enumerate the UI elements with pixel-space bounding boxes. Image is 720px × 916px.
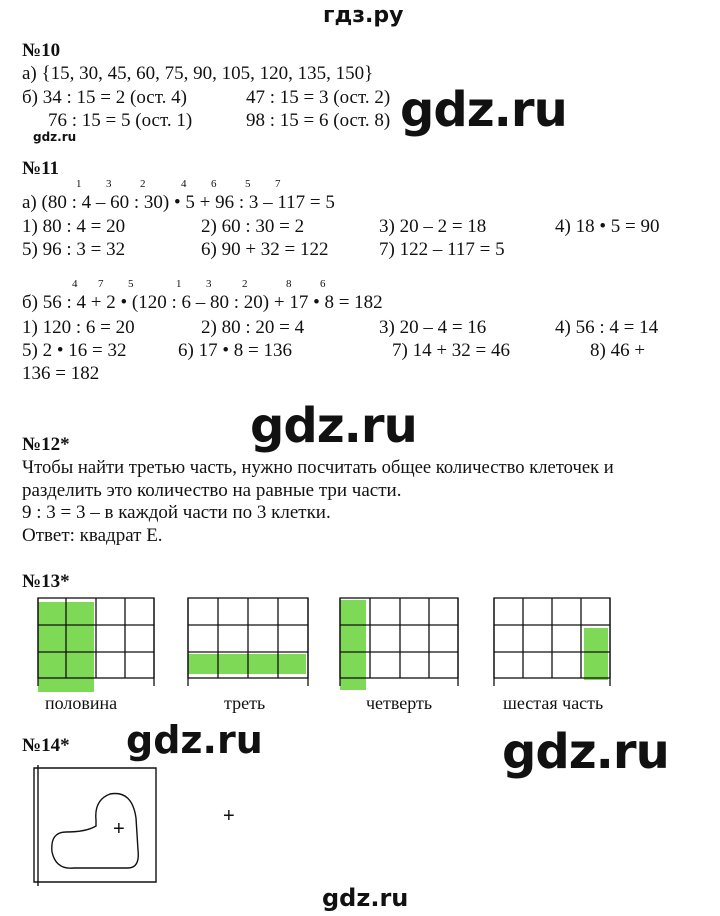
order-mark: 8 (286, 278, 292, 290)
watermark-gdz: gdz.ru (400, 82, 567, 138)
order-mark: 2 (140, 178, 146, 190)
grid-sixth (494, 598, 610, 686)
order-mark: 1 (76, 178, 82, 190)
grid-label-third: треть (224, 693, 266, 713)
green-fill (584, 628, 608, 680)
grid-label-half: половина (45, 693, 118, 713)
task11-a-step: 3) 20 – 2 = 18 (379, 216, 487, 237)
task11-a-step: 5) 96 : 3 = 32 (22, 239, 126, 260)
grid-quarter (340, 598, 458, 690)
order-mark: 3 (106, 178, 112, 190)
top-watermark: гдз.ру (323, 3, 404, 28)
plus-mark: + (113, 818, 125, 840)
grid-half (38, 598, 154, 692)
task10-title: №10 (22, 40, 61, 61)
plus-mark: + (223, 805, 235, 827)
task11-a-step: 1) 80 : 4 = 20 (22, 216, 126, 237)
order-mark: 7 (275, 178, 281, 190)
figure-heart-frame (34, 765, 156, 886)
order-mark: 6 (211, 178, 217, 190)
task12-answer: Ответ: квадрат Е. (22, 525, 163, 546)
task10-b2-left: 76 : 15 = 5 (ост. 1) (48, 110, 193, 131)
task11-b-last: 136 = 182 (22, 363, 100, 384)
figures-task14 (0, 760, 720, 900)
task11-b-step: 3) 20 – 4 = 16 (379, 317, 487, 338)
task11-title: №11 (22, 158, 60, 179)
order-mark: 2 (242, 278, 248, 290)
task12-title: №12* (22, 434, 70, 455)
order-mark: 4 (72, 278, 78, 290)
task11-a-expression: а) (80 : 4 – 60 : 30) • 5 + 96 : 3 – 117 = 5 (22, 192, 335, 213)
task11-a-step: 4) 18 • 5 = 90 (555, 216, 660, 237)
task10-b2-right: 98 : 15 = 6 (ост. 8) (246, 110, 391, 131)
watermark-gdz: gdz.ru (126, 718, 263, 762)
order-mark: 5 (128, 278, 134, 290)
task12-line: разделить это количество на равные три части. (22, 480, 402, 501)
bottom-watermark: gdz.ru (322, 884, 409, 912)
task10-b1-left: б) 34 : 15 = 2 (ост. 4) (22, 87, 187, 108)
task12-line: 9 : 3 = 3 – в каждой части по 3 клетки. (22, 502, 331, 523)
green-fill (188, 654, 306, 674)
task11-b-step: 7) 14 + 32 = 46 (392, 340, 511, 361)
task11-a-step: 7) 122 – 117 = 5 (379, 239, 505, 260)
watermark-gdz: gdz.ru (250, 398, 417, 454)
task11-b-step: 8) 46 + (590, 340, 646, 361)
task14-title: №14* (22, 735, 70, 756)
task12-line: Чтобы найти третью часть, нужно посчитать общее количество клеточек и (22, 457, 614, 478)
grid-label-quarter: четверть (366, 693, 433, 713)
task11-b-step: 2) 80 : 20 = 4 (201, 317, 305, 338)
task11-b-step: 4) 56 : 4 = 14 (555, 317, 659, 338)
task11-b-expression: б) 56 : 4 + 2 • (120 : 6 – 80 : 20) + 17 • 8 = 182 (22, 292, 383, 313)
task11-b-step: 1) 120 : 6 = 20 (22, 317, 135, 338)
order-mark: 7 (98, 278, 104, 290)
grid-third (188, 598, 308, 686)
task10-a: а) {15, 30, 45, 60, 75, 90, 105, 120, 135, 150} (22, 63, 374, 84)
order-mark: 4 (181, 178, 187, 190)
order-mark: 1 (176, 278, 182, 290)
watermark-gdz: gdz.ru (502, 724, 669, 780)
task11-a-step: 6) 90 + 32 = 122 (201, 239, 329, 260)
grid-label-sixth: шестая часть (503, 693, 604, 713)
task10-b1-right: 47 : 15 = 3 (ост. 2) (246, 87, 391, 108)
task11-b-step: 6) 17 • 8 = 136 (178, 340, 292, 361)
green-fill (340, 600, 366, 690)
task13-title: №13* (22, 571, 70, 592)
order-mark: 6 (320, 278, 326, 290)
order-mark: 5 (245, 178, 251, 190)
task11-a-step: 2) 60 : 30 = 2 (201, 216, 305, 237)
watermark-small: gdz.ru (33, 130, 77, 144)
task11-b-step: 5) 2 • 16 = 32 (22, 340, 127, 361)
order-mark: 3 (206, 278, 212, 290)
